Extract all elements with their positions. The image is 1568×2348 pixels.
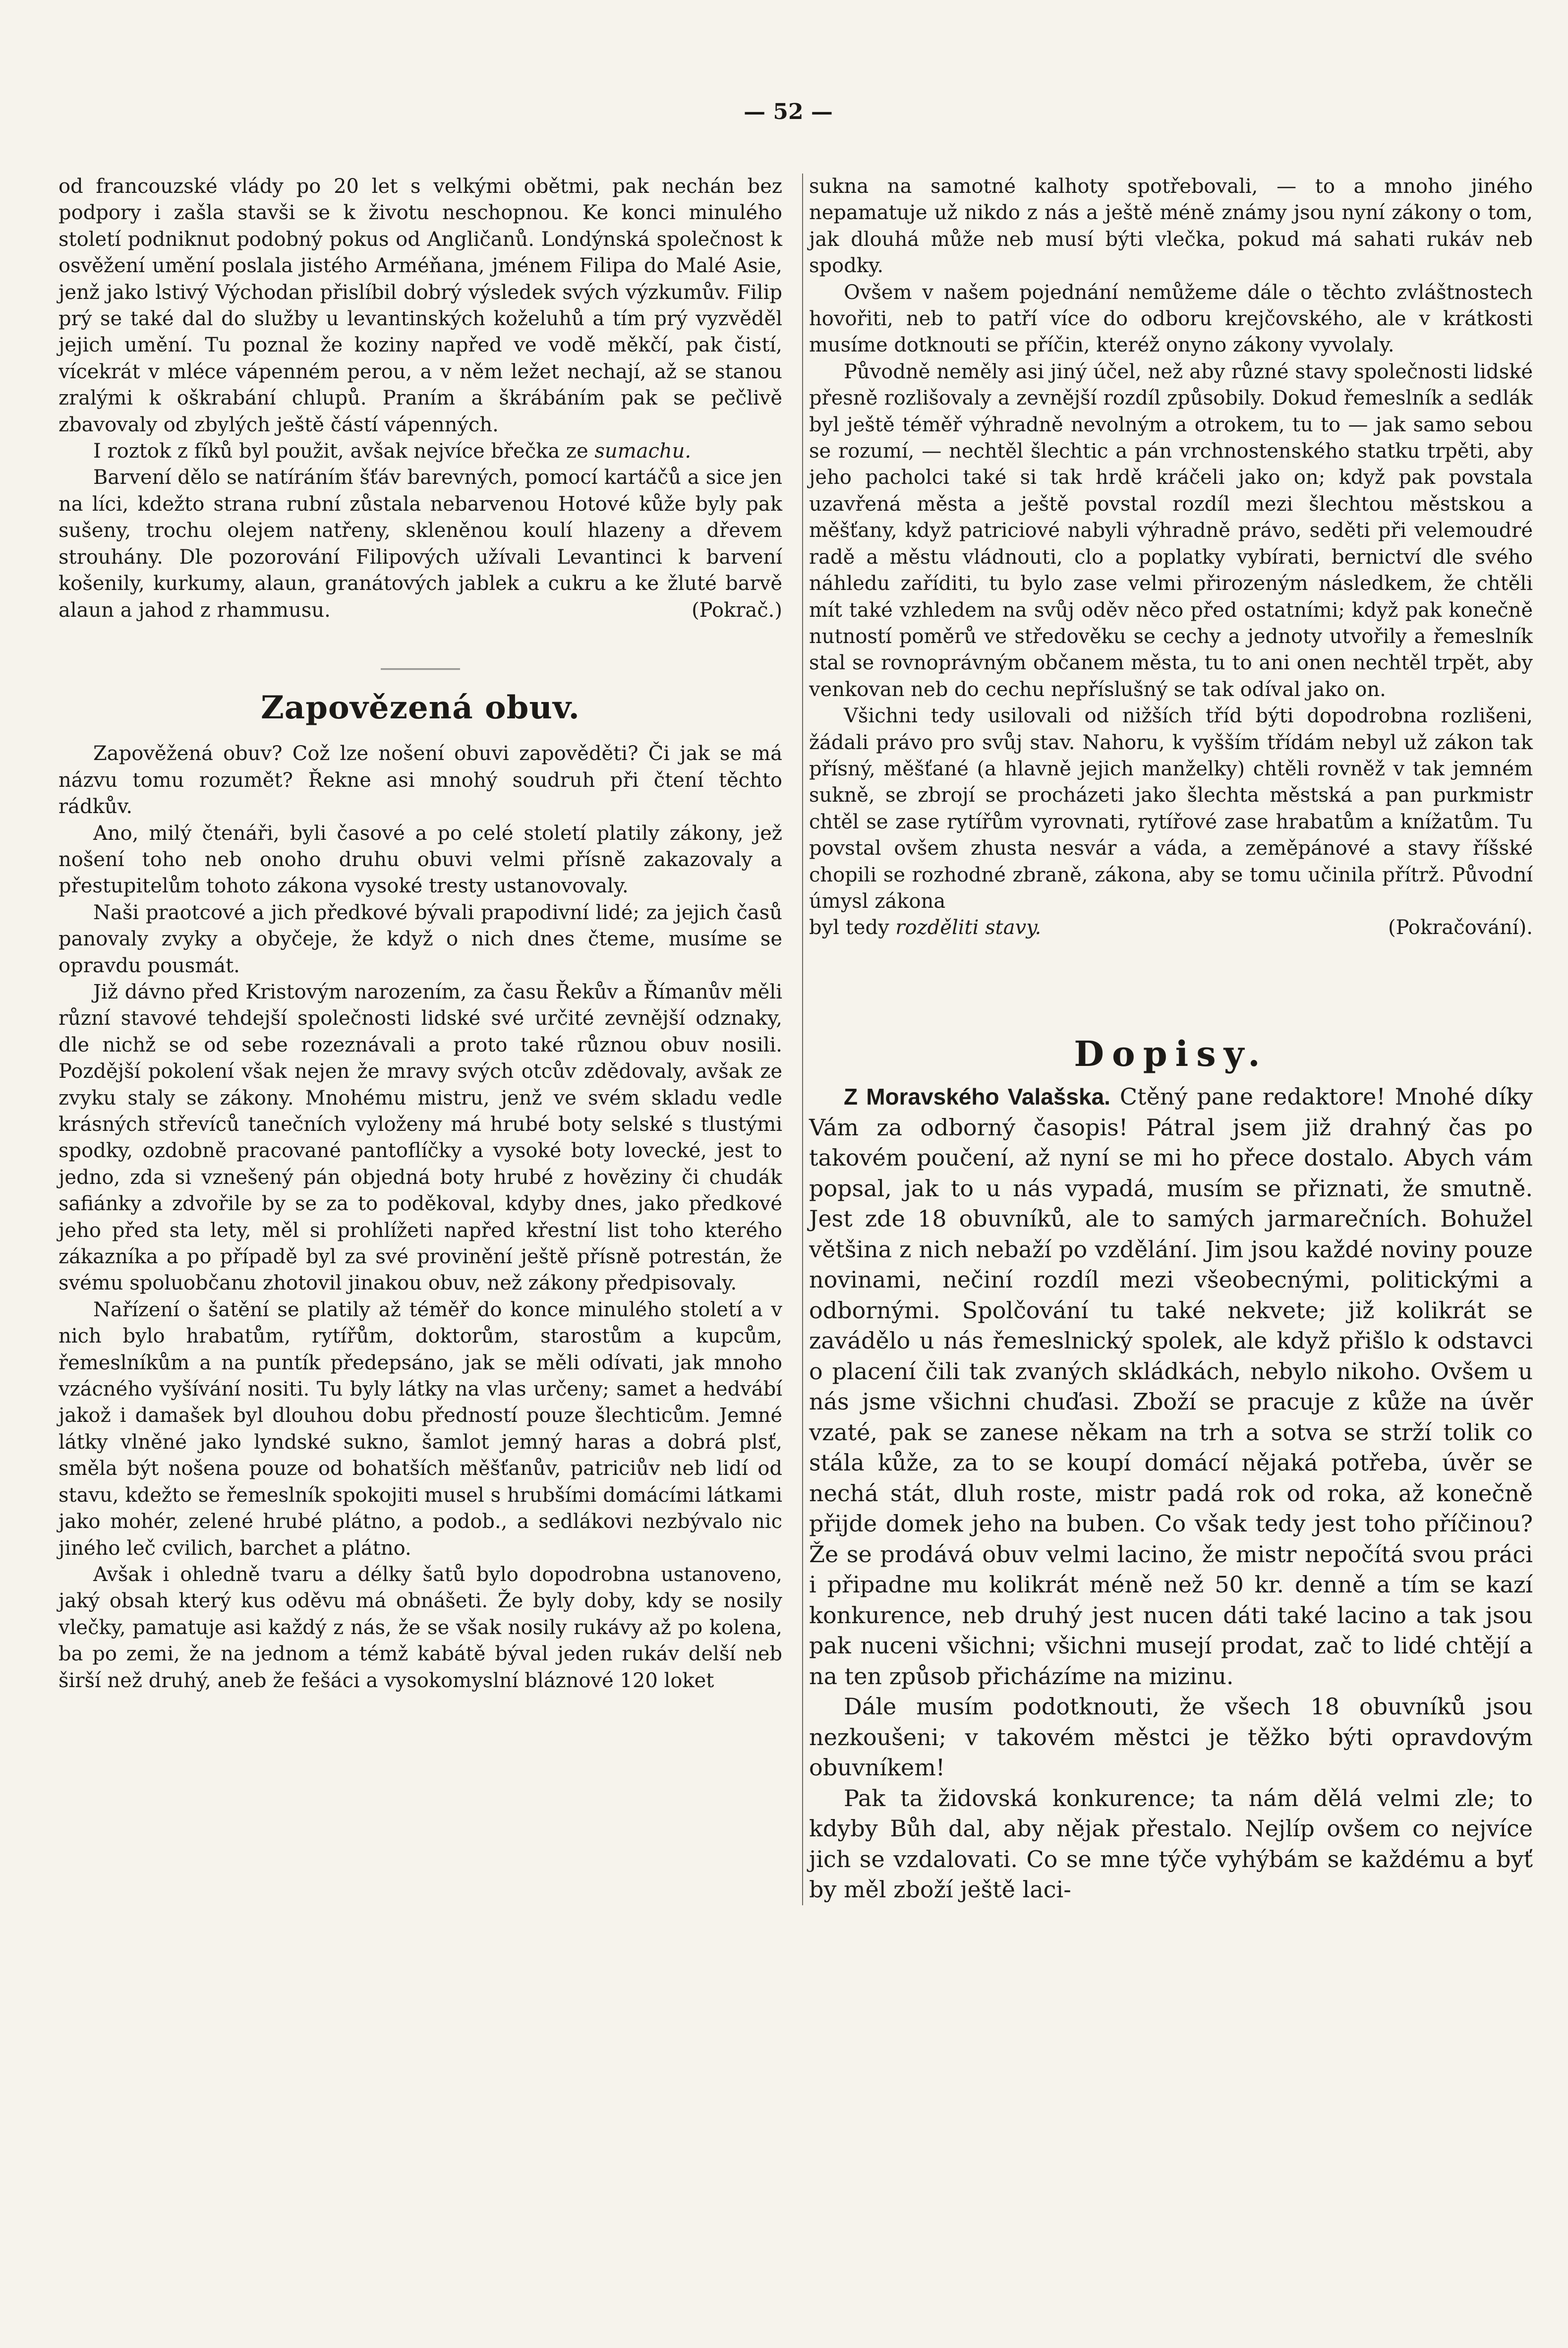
letter-heading: Z Moravského Valašska. [844,1084,1110,1110]
left-column [58,174,782,1694]
article-paragraph: Původně neměly asi jiný účel, než aby různé stavy společnosti lidské přesně rozlišovaly a zevnější rozdíl způsobily. Dokud řemeslník a sedlák byl ještě téměř výhradně nevolným a otrokem, tu to — jak samo sebou se rozumí, — nechtěl šlechtic a pán vrchnostenského statku trpěti, aby jeho pacholci také si tak hrdě kráčeli jako on; když pak povstala uzavřená města a ještě povstal rozdíl mezi šlechtou městskou a měšťany, když patriciové nabyli výhradně právo, seděti při velemoudré radě a městu vládnouti, clo a poplatky vybírati, bernictví dle svého náhledu zaříditi, tu bylo zase velmi přirozeným následkem, že chtěli mít také vzhledem na svůj oděv něco před ostatními; když pak konečně nutností poměrů ve středověku se cechy a jednoty utvořily a řemeslník stal se rovnoprávným občanem města, tu to ani onen nechtěl trpět, aby venkovan neb do cechu nepříslušný se tak odíval jako on. [809,360,1533,701]
paragraph-barveni [58,465,782,623]
last-line-italic: rozděliti stavy. [895,916,1042,939]
paragraph-sumach [58,438,782,465]
page-number: — 52 — [744,99,833,124]
article-paragraph: Ano, milý čtenáři, byli časové a po celé století platily zákony, jež nošení toho neb onoho druhu obuvi velmi přísně zakazovaly a přestupitelům tohoto zákona vysoké tresty ustanovovaly. [58,822,782,898]
article-paragraph: Ovšem v našem pojednání nemůžeme dále o těchto zvláštnostech hovořiti, neb to patří více do odboru krejčovského, ale v krátkosti musíme dotknouti se příčin, kteréž onyno zákony vyvolaly. [809,281,1533,357]
sumach-text: I roztok z fíků byl použit, avšak nejvíce břečka ze [93,440,588,463]
barveni-text: Barvení dělo se natíráním šťáv barevných, pomocí kartáčů a sice jen na líci, kdežto strana rubní zůstala nebarvenou Hotové kůže byly pak sušeny, trochu olejem natřeny, skleněnou koulí hlazeny a dřevem strouhány. Dle pozorování Filipových užívali Levantinci k barvení košenily, kurkumy, alaun, granátových jablek a cukru a ke žluté barvě alaun a jahod z rhammusu. [58,466,782,622]
article-paragraph: Naši praotcové a jich předkové bývali prapodivní lidé; za jejich časů panovaly zvyky a obyčeje, že když o nich dnes čteme, musíme se opravdu pousmát. [58,901,782,977]
paragraph-continuation: od francouzské vlády po 20 let s velkými obětmi, pak nechán bez podpory i zašla stavši se k životu neschopnou. Ke konci minulého století podniknut podobný pokus od Angličanů. Londýnská společnost k osvěžení umění poslala jistého Arméňana, jménem Filipa do Malé Asie, jenž jako lstivý Východan přislíbil dobrý výsledek svých výzkumův. Filip prý se také dal do služby u levantinských koželuhů a tím prý vyzvěděl jejich umění. Tu poznal že koziny napřed ve vodě měkčí, pak čistí, vícekrát v mléce vápenném perou, a v něm ležet nechají, až se stanou zralými k oškrabání chlupů. Praním a škrábáním pak se pečlivě zbavovaly od zbylých ještě částí vápenných. [58,175,782,436]
article-title: Zapovězená obuv. [261,689,580,726]
letter-first-text: Ctěný pane redaktore! Mnohé díky Vám za odborný časopis! Pátral jsem již drahný čas po takovém poučení, až nyní se mi ho přece dostalo. Abych vám popsal, jak to u nás vypadá, musím se přiznati, že smutně. Jest zde 18 obuvníků, ale to samých jarmarečních. Bohužel většina z nich nebaží po vzdělání. Jim jsou každé noviny pouze novinami, nečiní rozdíl mezi všeobecnými, politickými a odbornými. Spolčování tu také nekvete; již kolikrát se zavádělo u nás řemeslnický spolek, ale když přišlo k odstavci o placení čili tak zvaných skládkách, nebylo nikoho. Ovšem u nás jsme všichni chuďasi. Zboží se pracuje z kůže na úvěr vzaté, pak se zanese někam na trh a sotva se strží tolik co stála kůže, za to se koupí domácí nějaká potřeba, úvěr se nechá stát, dluh roste, mistr padá rok od roka, až konečně přijde domek jeho na buben. Co však tedy jest toho příčinou? Že se prodává obuv velmi lacino, že mistr nepočítá svou práci i připadne mu kolikrát méně než 50 kr. denně a tím se kazí konkurence, neb druhý jest nucen dáti také lacino a tak jsou pak nuceni všichni; všichni musejí prodat, zač to lidé chtějí a na ten způsob přicházíme na mizinu. [809,1083,1533,1690]
article-last-line [809,915,1533,941]
last-line-text: byl tedy [809,916,889,939]
article-paragraph: Všichni tedy usilovali od nižších tříd býti dopodrobna rozlišeni, žádali právo pro svůj stav. Nahoru, k vyšším třídám nebyl už zákon tak přísný, měšťané (a hlavně jejich manželky) chtěli rovněž v tak jemném sukně, se zbrojí se procházeti jako šlechta městská a pan purkmistr chtěl se zase rytířům vyrovnati, rytířové zase hrabatům a knížatům. Tu povstal ovšem zhusta nesvár a váda, a zeměpánové a stavy říšské chopili se rozhodné zbraně, zákona, aby se tomu učinila přítrž. Původní úmysl zákona [809,704,1533,913]
right-column [802,174,1533,1905]
dopisy-title: Dopisy. [1074,1033,1268,1074]
article-paragraph: Avšak i ohledně tvaru a délky šatů bylo dopodrobna ustanoveno, jaký obsah který kus oděvu má obnášeti. Že byly doby, kdy se nosily vlečky, pamatuje asi každý z nás, že se však nosily rukávy až po kolena, ba po zemi, že na jednom a témž kabátě býval jeden rukáv delší neb širší než druhý, aneb že fešáci a vysokomyslní bláznové 120 loket [58,1563,782,1692]
article-paragraph: Již dávno před Kristovým narozením, za času Řekův a Římanův měli různí stavové tehdejší společnosti lidské své určité zevnější odznaky, dle nichž se od sebe rozeznávali a proto také různou obuv nosili. Pozdější pokolení však nejen že mravy svých otcův zdědovaly, avšak ze zvyku staly se zákony. Mnohému mistru, jenž ve svém skladu vedle krásných střevíců tanečních vyloženy má hrubé boty selské s tlustými spodky, ozdobně pracované pantoflíčky a vysoké boty lovecké, jest to jedno, zda si vznešený pán objedná boty hrubé z hověziny či chudák safiánky a zdvořile by se za to poděkoval, kdyby dnes, jako předkové jeho před sta lety, měl si prohlížeti napřed křestní list toho kterého zákazníka a po případě byl za své provinění ještě přísně potrestán, že svému spoluobčanu zhotovil jinakou obuv, než zákony předpisovaly. [58,980,782,1295]
continuation-mark: (Pokračování). [1388,916,1533,939]
article-paragraph: Zapověžená obuv? Což lze nošení obuvi zapověděti? Či jak se má názvu tomu rozumět? Řekne asi mnohý soudruh při čtení těchto rádkův. [58,742,782,819]
article-paragraph: Nařízení o šatění se platily až téměř do konce minulého století a v nich bylo hrabatům, rytířům, doktorům, starostům a kupcům, řemeslníkům a na puntík předepsáno, jak se měli odívati, jak mnoho vzácného vyšívání nositi. Tu byly látky na vlas určeny; samet a hedvábí jakož i damašek byl dlouhou dobu předností pouze šlechticům. Jemné látky vlněné jako lyndské sukno, šamlot jemný haras a dobrá plsť, směla být nošena pouze od bohatších měšťanův, patriciův neb lidí od stavu, kdežto se řemeslník spokojiti musel s hrubšími domácími látkami jako mohér, zelené hrubé plátno, a podob., a sedlákovi nezbývalo nic jiného leč cvilich, barchet a plátno. [58,1298,782,1560]
article-paragraph: sukna na samotné kalhoty spotřebovali, — to a mnoho jiného nepamatuje už nikdo z nás a ještě méně známy jsou nyní zákony o tom, jak dlouhá může neb musí býti vlečka, pokud má sahati rukáv neb spodky. [809,175,1533,278]
letter-paragraph [809,1082,1533,1692]
section-divider [381,668,460,670]
letter-paragraph: Dále musím podotknouti, že všech 18 obuvníků jsou nezkoušeni; v takovém městci je těžko býti opravdovým obuvníkem! [809,1693,1533,1781]
continuation-mark: (Pokrač.) [692,598,782,622]
letter-paragraph: Pak ta židovská konkurence; ta nám dělá velmi zle; to kdyby Bůh dal, aby nějak přestalo. Nejlíp ovšem co nejvíce jich se vzdalovati. Co se mne týče vyhýbám se každému a byť by měl zboží ještě laci- [809,1784,1533,1903]
sumach-italic: sumachu. [594,440,692,463]
